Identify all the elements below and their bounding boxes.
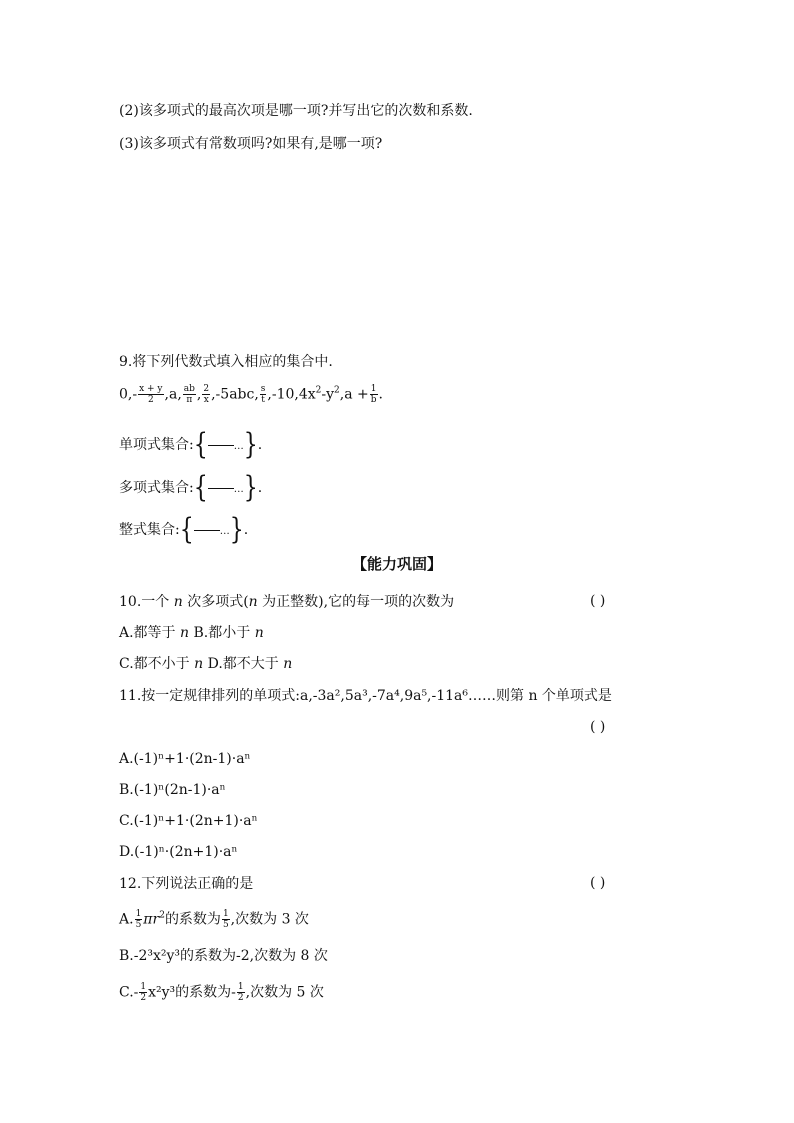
right-brace-icon: }: [229, 514, 244, 547]
fraction: $\frac{1}{2}$: [237, 982, 244, 1003]
option-d[interactable]: D.(-1)ⁿ·(2n+1)·aⁿ: [119, 844, 238, 860]
answer-parentheses[interactable]: ( ): [590, 593, 606, 609]
question-10-options-ab: A.都等于 n B.都小于 n: [119, 625, 264, 641]
option-b[interactable]: B.(-1)ⁿ(2n-1)·aⁿ: [119, 782, 226, 798]
fraction: $\frac{ab}{\pi}$: [183, 384, 195, 405]
section-title: 【能力巩固】: [351, 555, 442, 573]
integral-expression-set-row: 整式集合:{ …}.: [119, 514, 249, 547]
question-2-text: (2)该多项式的最高次项是哪一项?并写出它的次数和系数.: [119, 103, 473, 119]
question-12-stem: 12.下列说法正确的是: [119, 876, 254, 892]
question-10-options-cd: C.都不小于 n D.都不大于 n: [119, 656, 293, 672]
option-b[interactable]: B.都小于: [189, 625, 255, 641]
question-9-expression: 0,- $\frac{x + y}{2}$ ,a, $\frac{ab}{\pi}$ , $\frac{2}{x}$ ,-5abc, $\frac{s}{t}$ $,-10,4x^2-y^2,a$ + $\frac{1}{b}$ .: [119, 384, 383, 405]
left-brace-icon: {: [193, 429, 208, 462]
option-a[interactable]: A.都等于: [119, 625, 181, 641]
answer-parentheses[interactable]: ( ): [590, 719, 606, 735]
option-c[interactable]: C.都不小于: [119, 656, 195, 672]
set-label: 单项式集合:: [119, 437, 194, 453]
fraction: $\frac{1}{5}$: [135, 909, 142, 930]
monomial-set-row: 单项式集合:{ …}.: [119, 429, 263, 462]
answer-parentheses[interactable]: ( ): [590, 875, 606, 891]
set-label: 整式集合:: [119, 522, 180, 538]
question-9-stem: 9.将下列代数式填入相应的集合中.: [119, 354, 333, 370]
left-brace-icon: {: [193, 472, 208, 505]
answer-blank[interactable]: [208, 445, 234, 446]
answer-blank[interactable]: [194, 530, 220, 531]
option-a[interactable]: A. $\frac{1}{5}$ $\pi r^2$的系数为 $\frac{1}{5}$ ,次数为 3 次: [119, 909, 309, 930]
right-brace-icon: }: [243, 472, 258, 505]
question-11-stem: 11.按一定规律排列的单项式:a,-3a²,5a³,-7a⁴,9a⁵,-11a⁶……则第 n 个单项式是: [119, 688, 612, 704]
option-c[interactable]: C.- $\frac{1}{2}$ x²y³的系数为- $\frac{1}{2}$ ,次数为 5 次: [119, 982, 324, 1003]
fraction: $\frac{1}{b}$: [370, 384, 377, 405]
fraction: $\frac{1}{5}$: [222, 909, 229, 930]
fraction: $\frac{2}{x}$: [203, 384, 210, 405]
fraction: $\frac{1}{2}$: [140, 982, 147, 1003]
polynomial-set-row: 多项式集合:{ …}.: [119, 472, 263, 505]
fraction: $\frac{s}{t}$: [260, 384, 266, 405]
option-b[interactable]: B.-2³x²y³的系数为-2,次数为 8 次: [119, 948, 328, 964]
option-a[interactable]: A.(-1)ⁿ+1·(2n-1)·aⁿ: [119, 751, 251, 767]
right-brace-icon: }: [243, 429, 258, 462]
option-c[interactable]: C.(-1)ⁿ+1·(2n+1)·aⁿ: [119, 813, 258, 829]
fraction: $\frac{x + y}{2}$: [139, 384, 163, 405]
question-3-text: (3)该多项式有常数项吗?如果有,是哪一项?: [119, 136, 383, 152]
answer-blank[interactable]: [208, 488, 234, 489]
question-10-stem: 10.一个 n 次多项式(n 为正整数),它的每一项的次数为: [119, 594, 455, 610]
left-brace-icon: {: [179, 514, 194, 547]
option-d[interactable]: D.都不大于: [203, 656, 284, 672]
set-label: 多项式集合:: [119, 480, 194, 496]
